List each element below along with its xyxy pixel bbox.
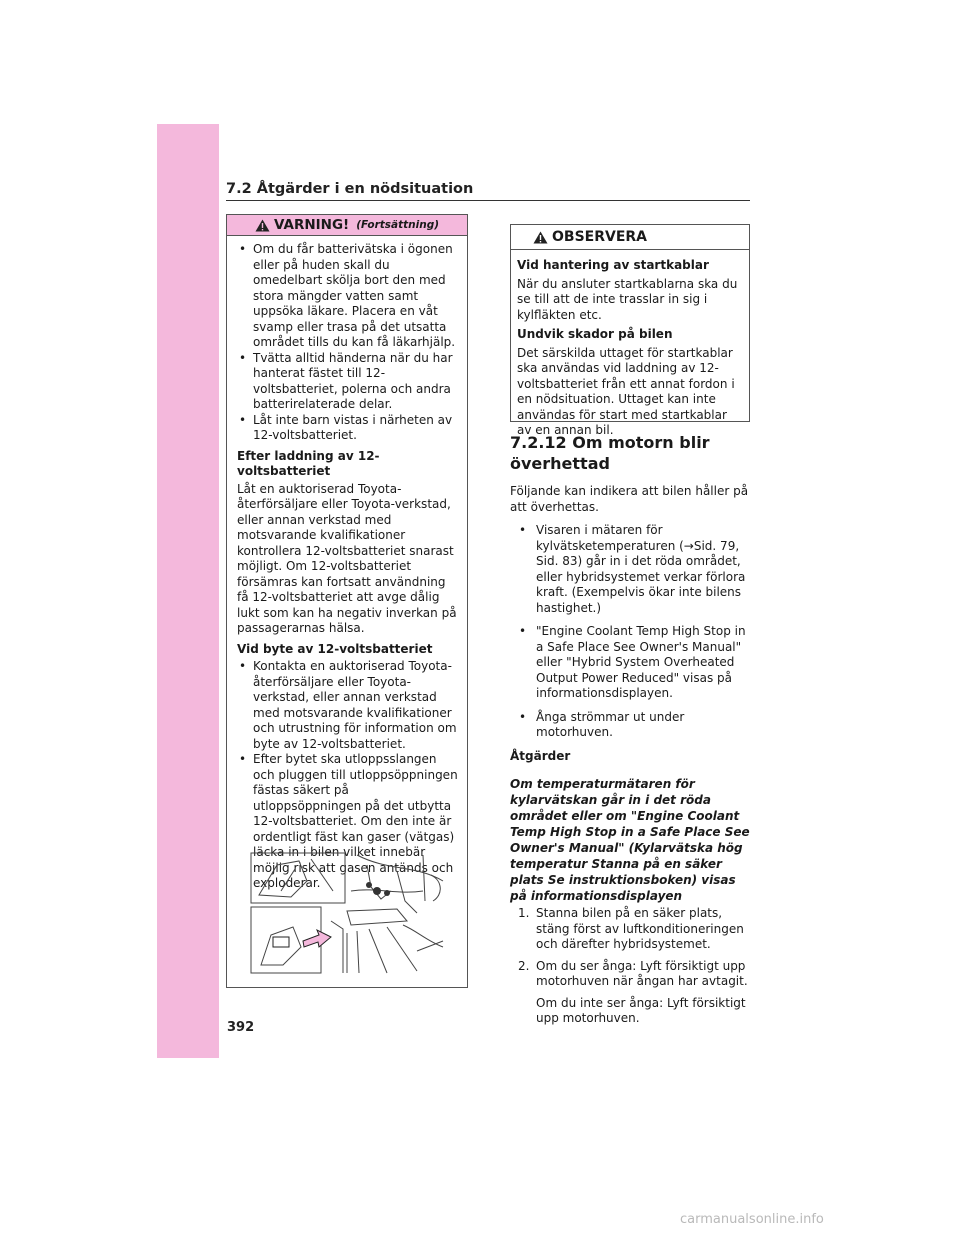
step-number: 1. — [518, 906, 530, 920]
list-item: • "Engine Coolant Temp High Stop in a Safe Place See Owner's Manual" eller "Hybrid System Overheated Output Power Reduced" visas på informationsdisplayen. — [510, 624, 752, 702]
step-number: 2. — [518, 958, 530, 973]
engine-bay-illustration — [247, 851, 447, 975]
notice-body — [511, 250, 749, 439]
warning-paragraph: Låt en auktoriserad Toyota-återförsäljare eller Toyota-verkstad, eller annan verkstad med motsvarande kvalifikationer kontrollera 12-voltsbatteriet snarast möjligt. Om 12-voltsbatteriet försämras kan fortsatt användning få 12-voltsbatteriet att avge dålig lukt som kan ha negativ inverkan på passagerarnas hälsa. — [237, 481, 457, 635]
warning-list-1 — [237, 242, 459, 444]
step-text: Stanna bilen på en säker plats, stäng först av luftkonditioneringen och därefter hybridsystemet. — [536, 906, 744, 951]
actions-heading: Åtgärder — [510, 748, 571, 763]
list-item: • Visaren i mätaren för kylvätsketemperaturen (→Sid. 79, Sid. 83) går in i det röda området, eller hybridsystemet verkar förlora kraft. (Exempelvis ökar inte bilens hastighet.) — [510, 523, 752, 616]
notice-box — [510, 224, 750, 437]
section-header-text: 7.2 Åtgärder i en nödsituation — [226, 181, 474, 197]
warning-box — [226, 214, 468, 988]
list-item — [510, 959, 752, 990]
warning-subheading-replacement: Vid byte av 12-voltsbatteriet — [237, 641, 433, 656]
overheating-section — [510, 432, 752, 1027]
notice-subheading-cables: Vid hantering av startkablar — [517, 258, 709, 272]
notice-title: OBSERVERA — [552, 229, 648, 245]
list-item: • Efter bytet ska utloppsslangen och pluggen till utloppsöppningen fästas säkert på utloppsöppningen på det utbytta 12-voltsbatteriet. Om den inte är ordentligt fäst kan gaser (vätgas) läcka in i bilen vilket innebär möjlig risk att gasen antänds och exploderar. — [237, 752, 459, 892]
notice-header — [511, 225, 749, 250]
warning-header — [227, 215, 467, 236]
warning-body — [227, 236, 467, 892]
warning-subheading-charging: Efter laddning av 12-voltsbatteriet — [237, 448, 380, 478]
notice-triangle-icon — [533, 231, 548, 244]
step-text: Om du ser ånga: Lyft försiktigt upp motorhuven när ångan har avtagit. — [536, 958, 748, 988]
step-continuation: Om du inte ser ånga: Lyft försiktigt upp motorhuven. — [536, 995, 746, 1025]
warning-subtitle: (Fortsättning) — [356, 219, 440, 231]
symptom-list — [510, 523, 752, 741]
list-item: • Om du får batterivätska i ögonen eller på huden skall du omedelbart skölja bort den med stora mängder vatten samt uppsöka läkare. Placera en våt svamp eller trasa på det utsatta området tills du kan få läkarhjälp. — [237, 242, 459, 351]
list-item: • Låt inte barn vistas i närheten av 12-voltsbatteriet. — [237, 413, 459, 444]
list-item: • Ånga strömmar ut under motorhuven. — [510, 710, 752, 741]
notice-subheading-damage: Undvik skador på bilen — [517, 327, 673, 341]
watermark: carmanualsonline.info — [680, 1212, 824, 1227]
steps-list — [510, 906, 752, 990]
section-title: 7.2.12 Om motorn blir överhettad — [510, 433, 710, 473]
list-item — [510, 906, 752, 953]
section-header — [226, 178, 750, 201]
chapter-tab-strip — [157, 124, 219, 1058]
warning-triangle-icon — [255, 219, 270, 232]
list-item: • Tvätta alltid händerna när du har hanterat fästet till 12-voltsbatteriet, polerna och andra batterirelaterade delar. — [237, 351, 459, 413]
notice-paragraph: Det särskilda uttaget för startkablar ska användas vid laddning av 12-voltsbatteriet från ett annat fordon i en nödsituation. Uttaget kan inte användas för start med startkablar av en annan bil. — [517, 345, 735, 437]
condition-heading: Om temperaturmätaren för kylarvätskan går in i det röda området eller om "Engine Coolant Temp High Stop in a Safe Place See Owner's Manual" (Kylarvätska hög temperatur Stanna på en säker plats Se instruktionsboken) visas på informationsdisplayen — [510, 777, 750, 903]
notice-paragraph: När du ansluter startkablarna ska du se till att de inte trasslar in sig i kylfläkten etc. — [517, 276, 738, 322]
section-intro: Följande kan indikera att bilen håller på att överhettas. — [510, 484, 749, 514]
warning-title: VARNING! — [273, 217, 350, 233]
list-item: • Kontakta en auktoriserad Toyota-återförsäljare eller Toyota-verkstad, eller annan verkstad med motsvarande kvalifikationer och utrustning för information om byte av 12-voltsbatteriet. — [237, 659, 459, 752]
page-number: 392 — [227, 1020, 255, 1035]
